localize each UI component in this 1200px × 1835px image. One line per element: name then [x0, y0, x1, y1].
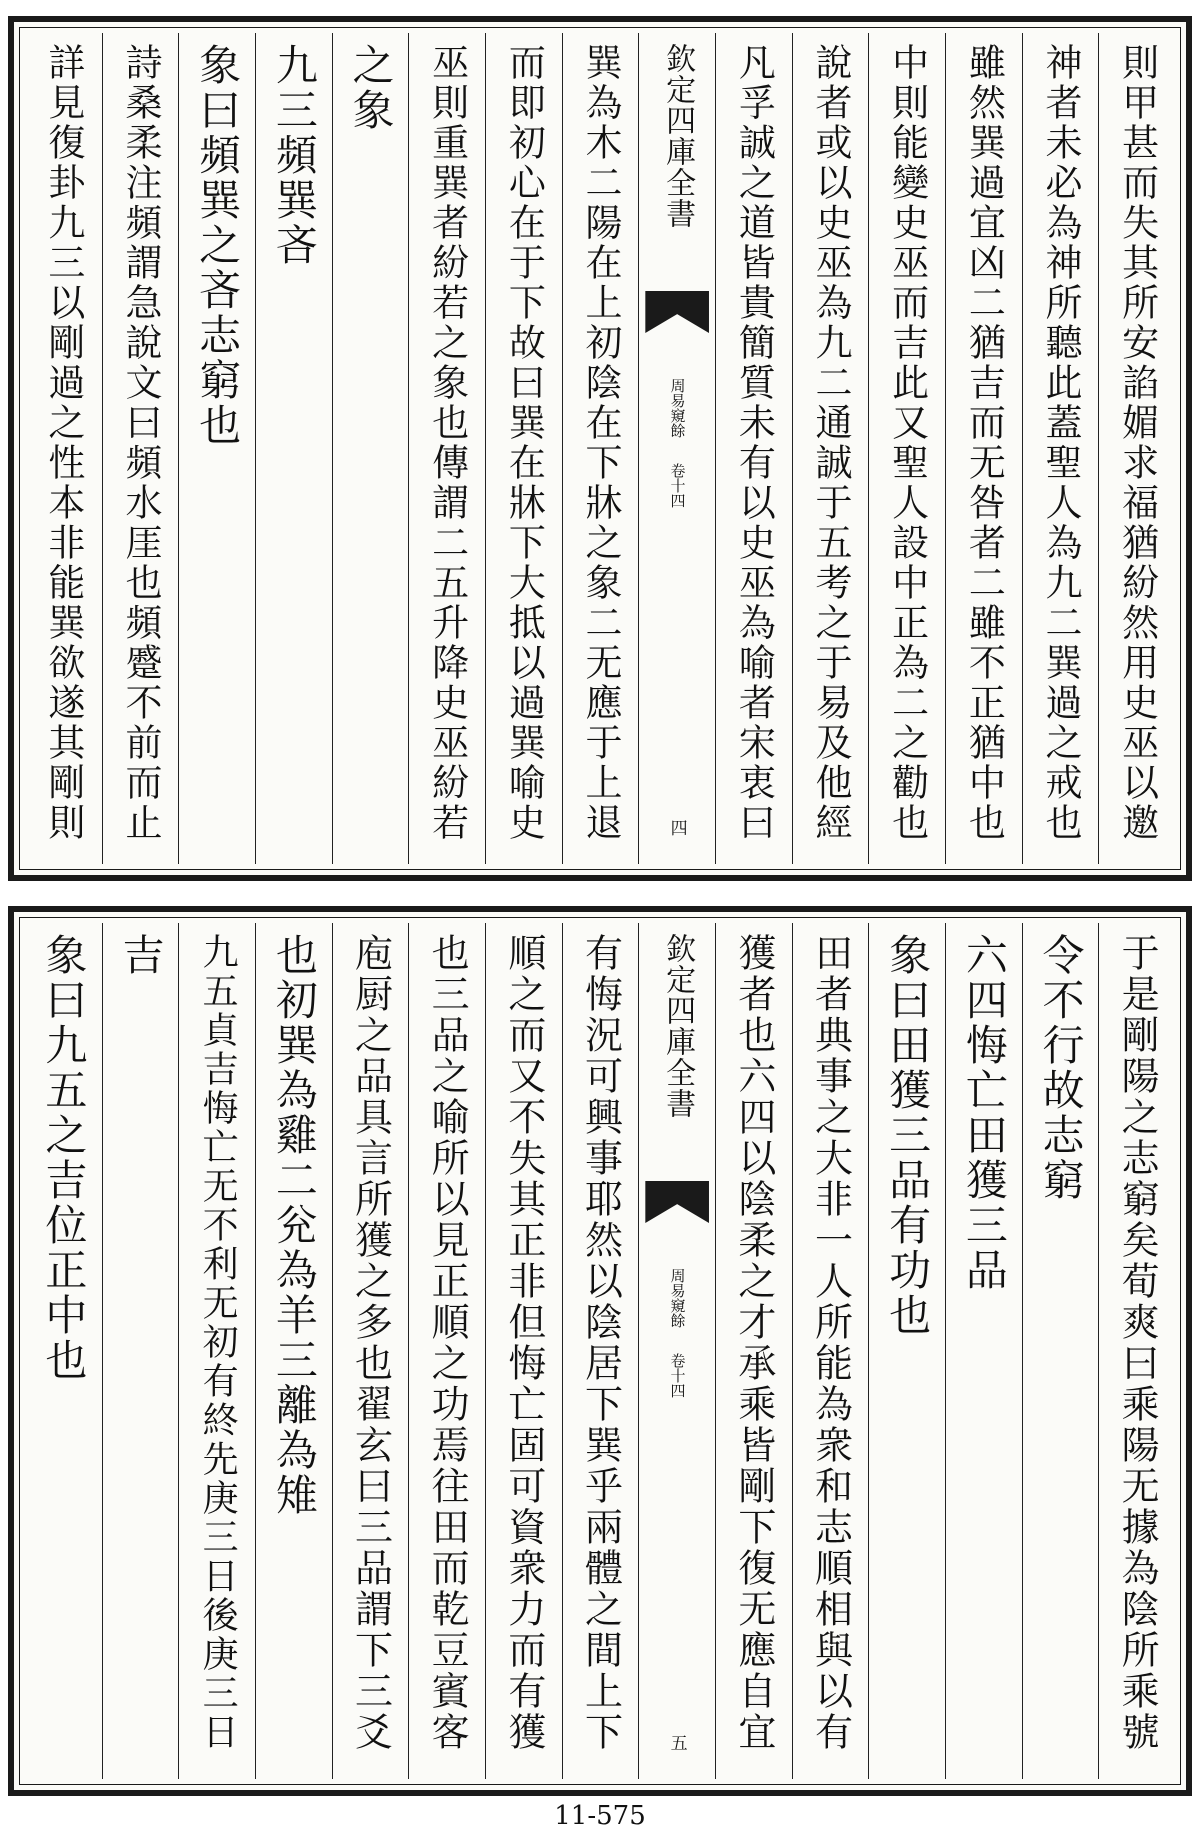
text-column: 則甲甚而失其所安諂媚求福猶紛然用史巫以邀 — [1098, 33, 1175, 864]
text-column: 也三品之喻所以見正順之功焉往田而乾豆賓客 — [408, 923, 485, 1779]
fish-tail-mark — [645, 291, 709, 333]
text-column: 象曰田獲三品有功也 — [868, 923, 945, 1779]
text-column: 于是剛陽之志窮矣荀爽曰乘陽无據為陰所乘號 — [1098, 923, 1175, 1779]
text-column: 也初巽為雞二兊為羊三離為雉 — [255, 923, 332, 1779]
text-column: 巽為木二陽在上初陰在下牀之象二无應于上退 — [562, 33, 639, 864]
volume-label: 卷十四 — [668, 463, 687, 508]
page-number: 五 — [666, 1734, 687, 1751]
text-column: 中則能變史巫而吉此又聖人設中正為二之勸也 — [868, 33, 945, 864]
book-title: 周易窺餘 — [668, 1268, 687, 1328]
header-title: 欽定四庫全書 — [660, 933, 696, 1119]
top-page — [8, 16, 1192, 881]
text-column: 令不行故志窮 — [1022, 923, 1099, 1779]
center-column — [638, 923, 715, 1779]
text-column: 九五貞吉悔亡无不利无初有終先庚三日後庚三日 — [178, 923, 255, 1779]
text-column: 詳見復卦九三以剛過之性本非能巽欲遂其剛則 — [41, 43, 85, 843]
text-column: 神者未必為神所聽此蓋聖人為九二巽過之戒也 — [1022, 33, 1099, 864]
text-column: 說者或以史巫為九二通誠于五考之于易及他經 — [792, 33, 869, 864]
page-number: 四 — [666, 819, 687, 836]
text-column: 而即初心在于下故曰巽在牀下大抵以過巽喻史 — [485, 33, 562, 864]
bottom-page-columns — [25, 923, 1175, 1779]
text-column: 九三頻巽吝 — [255, 33, 332, 864]
book-title: 周易窺餘 — [668, 378, 687, 438]
text-column: 獲者也六四以陰柔之才承乘皆剛下復无應自宜 — [715, 923, 792, 1779]
text-column: 象曰九五之吉位正中也 — [39, 933, 89, 1383]
text-column: 六四悔亡田獲三品 — [945, 923, 1022, 1779]
text-column: 詩桑柔注頻謂急說文曰頻水厓也頻蹙不前而止 — [102, 33, 179, 864]
text-column: 之象 — [332, 33, 409, 864]
text-column: 凡孚誠之道皆貴簡質未有以史巫為喻者宋衷曰 — [715, 33, 792, 864]
center-column — [638, 33, 715, 864]
text-column: 庖厨之品具言所獲之多也翟玄曰三品謂下三爻 — [332, 923, 409, 1779]
text-column: 巫則重巽者紛若之象也傳謂二五升降史巫紛若 — [408, 33, 485, 864]
bottom-page — [8, 906, 1192, 1796]
volume-label: 卷十四 — [668, 1353, 687, 1398]
page-footer-number: 11-575 — [554, 1801, 646, 1831]
text-column: 雖然巽過宜凶二猶吉而无咎者二雖不正猶中也 — [945, 33, 1022, 864]
fish-tail-mark — [645, 1181, 709, 1223]
text-column: 順之而又不失其正非但悔亡固可資衆力而有獲 — [485, 923, 562, 1779]
text-column: 象曰頻巽之吝志窮也 — [178, 33, 255, 864]
top-page-columns — [25, 33, 1175, 864]
header-title: 欽定四庫全書 — [660, 43, 696, 229]
text-column: 田者典事之大非一人所能為衆和志順相與以有 — [792, 923, 869, 1779]
text-column: 有悔況可興事耶然以陰居下巽乎兩體之間上下 — [562, 923, 639, 1779]
text-column: 吉 — [102, 923, 179, 1779]
